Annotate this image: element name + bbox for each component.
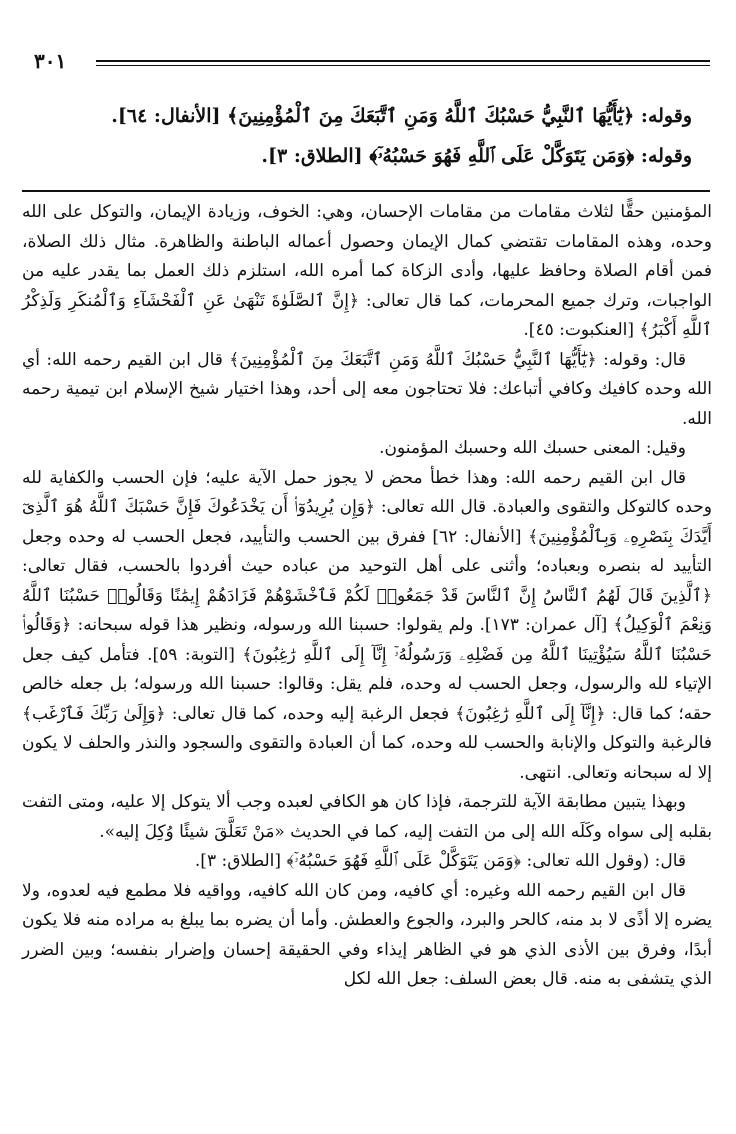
page-number: ٣٠١ [34, 49, 67, 73]
verse-line: وقوله: ﴿يَٰٓأَيُّهَا ٱلنَّبِيُّ حَسْبُكَ ٱللَّهُ وَمَنِ ٱتَّبَعَكَ مِنَ ٱلْمُؤْمِنِينَ﴾ [الأنفال: ٦٤]. [111, 105, 692, 127]
header-rule-thick [96, 60, 710, 62]
header-rule-thin [96, 65, 710, 66]
commentary-paragraph: قال: وقوله: ﴿يَٰٓأَيُّهَا ٱلنَّبِيُّ حَسْبُكَ ٱللَّهُ وَمَنِ ٱتَّبَعَكَ مِنَ ٱلْمُؤْمِنِينَ﴾ قال ابن القيم رحمه الله: أي الله وحده كافيك وكافي أتباعك: فلا تحتاجون معه إلى أحد، وهذا اختيار شيخ الإسلام ابن تيمية رحمه الله. [22, 349, 712, 429]
page-header [34, 44, 710, 74]
verse-line: وقوله: ﴿وَمَن يَتَوَكَّلْ عَلَى ٱللَّهِ فَهُوَ حَسْبُهُۥٓ﴾ [الطلاق: ٣]. [261, 145, 692, 167]
commentary-paragraph: قال ابن القيم رحمه الله: وهذا خطأ محض لا يجوز حمل الآية عليه؛ فإن الحسب والكفاية لله وحده كالتوكل والتقوى والعبادة. قال الله تعالى: ﴿وَإِن يُرِيدُوٓا۟ أَن يَخْدَعُوكَ فَإِنَّ حَسْبَكَ ٱللَّهُ هُوَ ٱلَّذِىٓ أَيَّدَكَ بِنَصْرِهِۦ وَبِٱلْمُؤْمِنِينَ﴾ [الأنفال: ٦٢] ففرق بين الحسب والتأييد، فجعل الحسب له وحده وجعل التأييد له بنصره وبعباده؛ وأثنى على أهل التوحيد من عباده حيث أفردوا بالحسب، فقال تعالى: ﴿ٱلَّذِينَ قَالَ لَهُمُ ٱلنَّاسُ إِنَّ ٱلنَّاسَ قَدْ جَمَعُوا۟ لَكُمْ فَٱخْشَوْهُمْ فَزَادَهُمْ إِيمَٰنًا وَقَالُوا۟ حَسْبُنَا ٱللَّهُ وَنِعْمَ ٱلْوَكِيلُ﴾ [آل عمران: ١٧٣]. ولم يقولوا: حسبنا الله ورسوله، ونظير هذا قوله سبحانه: ﴿وَقَالُوا۟ حَسْبُنَا ٱللَّهُ سَيُؤْتِينَا ٱللَّهُ مِن فَضْلِهِۦ وَرَسُولُهُۥٓ إِنَّآ إِلَى ٱللَّهِ رَٰغِبُونَ﴾ [التوبة: ٥٩]. فتأمل كيف جعل الإتياء لله والرسول، وجعل الحسب له وحده، فلم يقل: وقالوا: حسبنا الله ورسوله؛ بل جعله خالص حقه؛ كما قال: ﴿إِنَّآ إِلَى ٱللَّهِ رَٰغِبُونَ﴾ فجعل الرغبة إليه وحده، كما قال تعالى: ﴿وَإِلَىٰ رَبِّكَ فَٱرْغَب﴾ فالرغبة والتوكل والإنابة والحسب لله وحده، كما أن العبادة والتقوى والسجود والنذر والحلف لا يكون إلا له سبحانه وتعالى. انتهى. [22, 467, 712, 783]
commentary-paragraph: قال ابن القيم رحمه الله وغيره: أي كافيه، ومن كان الله كافيه، وواقيه فلا مطمع فيه لعدوه، ولا يضره إلا أذًى لا بد منه، كالحر والبرد، والجوع والعطش. وأما أن يضره بما يبلغ به مراده منه فلا يكون أبدًا، وفرق بين الأذى الذي هو في الظاهر إيذاء وفي الحقيقة إحسان وإضرار بنفسه؛ وبين الضرر الذي يتشفى به منه. قال بعض السلف: جعل الله لكل [22, 880, 712, 989]
verse-block [52, 96, 692, 176]
section-divider [22, 190, 710, 192]
commentary-paragraph: قال: (وقول الله تعالى: ﴿وَمَن يَتَوَكَّلْ عَلَى ٱللَّهِ فَهُوَ حَسْبُهُۥٓ﴾ [الطلاق: ٣]. [194, 851, 686, 871]
commentary-paragraph: المؤمنين حقًّا لثلاث مقامات من مقامات الإحسان، وهي: الخوف، وزيادة الإيمان، والتوكل على الله وحده، وهذه المقامات تقتضي كمال الإيمان وحصول أعماله الباطنة والظاهرة. مثال ذلك الصلاة، فمن أقام الصلاة وحافظ عليها، وأدى الزكاة كما أمره الله، استلزم ذلك العمل بما يقدر عليه من الواجبات، وترك جميع المحرمات، كما قال تعالى: ﴿إِنَّ ٱلصَّلَوٰةَ تَنْهَىٰ عَنِ ٱلْفَحْشَآءِ وَٱلْمُنكَرِ وَلَذِكْرُ ٱللَّهِ أَكْبَرُ﴾ [العنكبوت: ٤٥]. [22, 202, 712, 340]
commentary-text [22, 198, 712, 995]
commentary-paragraph: وقيل: المعنى حسبك الله وحسبك المؤمنون. [379, 438, 686, 458]
commentary-paragraph: وبهذا يتبين مطابقة الآية للترجمة، فإذا كان هو الكافي لعبده وجب ألا يتوكل إلا عليه، ومتى التفت بقلبه إلى سواه وكَلَه الله إلى من التفت إليه، كما في الحديث «مَنْ تَعَلَّقَ شيئًا وُكِلَ إليه». [22, 792, 712, 842]
